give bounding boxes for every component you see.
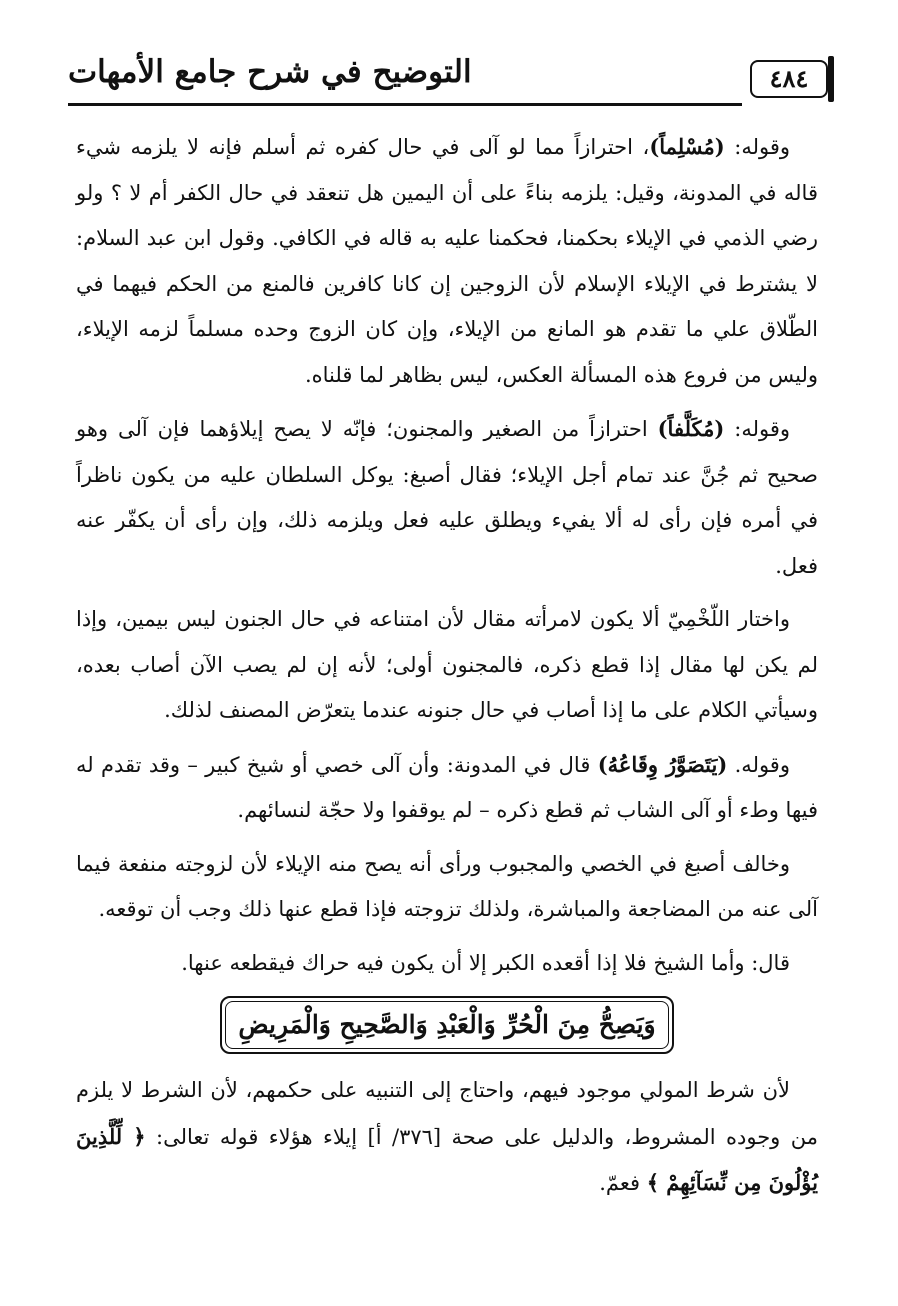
matn-text: وَيَصِحُّ مِنَ الْحُرِّ وَالْعَبْدِ وَالصَّحِيحِ وَالْمَرِيضِ (220, 996, 673, 1054)
paragraph-mukallaf: وقوله: (مُكَلَّفاً) احترازاً من الصغير والمجنون؛ فإنّه لا يصح إيلاؤهما فإن آلى وهو صحيح ثم جُنَّ عند تمام أجل الإيلاء؛ فقال أصبغ: يوكل السلطان عليه من يكون ناظراً في أمره فإن رأى له ألا يفيء ويطلق عليه فعل ويلزمه ذلك، وإن رأى أن يكفّر عنه فعل. (76, 416, 818, 578)
paragraph-shaykh: قال: وأما الشيخ فلا إذا أقعده الكبر إلا أن يكون فيه حراك فيقطعه عنها. (181, 950, 790, 975)
quran-verse: ﴿ لِّلَّذِينَ يُؤْلُونَ مِن نِّسَآئِهِمْ ﴾ (76, 1123, 818, 1195)
paragraph-muslim: وقوله: (مُسْلِماً)، احترازاً مما لو آلى في حال كفره ثم أسلم فإنه لا يلزمه شيء قاله في المدونة، وقيل: يلزمه بناءً على أن اليمين هل تنعقد في حال الكفر أم لا ؟ ولو رضي الذمي في الإيلاء بحكمنا، فحكمنا عليه به قاله في الكافي. وقول ابن عبد السلام: لا يشترط في الإيلاء الإسلام لأن الزوجين إن كانا كافرين فالمنع من الحكم فيهما في الطّلاق علي ما تقدم هو المانع من الإيلاء، وإن كان الزوج وحده مسلماً لزمه الإيلاء، وليس من فروع هذه المسألة العكس، ليس بظاهر لما قلناه. (76, 134, 818, 387)
matn-container (76, 996, 818, 1054)
keyword-muslim: (مُسْلِماً) (649, 134, 725, 159)
book-title: التوضيح في شرح جامع الأمهات (68, 54, 472, 90)
page-number: ٤٨٤ (750, 60, 828, 98)
keyword-yatasawwar: (يَتَصَوَّرُ وِقَاعُهُ) (597, 751, 728, 777)
paragraph-final: لأن شرط المولي موجود فيهم، واحتاج إلى التنبيه على حكمهم، لأن الشرط لا يلزم من وجوده المشروط، والدليل على صحة [٣٧٦/ أ] إيلاء هؤلاء قوله تعالى: ﴿ لِّلَّذِينَ يُؤْلُونَ مِن نِّسَآئِهِمْ ﴾ فعمّ. (76, 1078, 818, 1195)
paragraph-yatasawwar: وقوله. (يَتَصَوَّرُ وِقَاعُهُ) قال في المدونة: وأن آلى خصي أو شيخ كبير – وقد تقدم له فيها وطء أو آلى الشاب ثم قطع ذكره – لم يوقفوا ولا حجّة لنسائهم. (76, 751, 818, 822)
keyword-mukallaf: (مُكَلَّفاً) (657, 416, 725, 441)
paragraph-asbagh: وخالف أصبغ في الخصي والمجبوب ورأى أنه يصح منه الإيلاء لأن لزوجته منفعة فيما آلى عنه من المضاجعة والمباشرة، ولذلك تزوجته فإذا قطع عنها ذلك وجب أن توقعه. (76, 851, 818, 921)
page-header (68, 52, 828, 108)
paragraph-lakhmi: واختار اللّخْمِيّ ألا يكون لامرأته مقال لأن امتناعه في حال الجنون ليس بيمين، وإذا لم يكن لها مقال إذا قطع ذكره، فالمجنون أولى؛ لأنه إن لم يصب الآن أصاب بعده، وسيأتي الكلام على ما إذا أصاب في حال جنونه عندما يتعرّض المصنف لذلك. (76, 607, 818, 722)
body-text (76, 124, 818, 1215)
header-divider (68, 103, 742, 106)
